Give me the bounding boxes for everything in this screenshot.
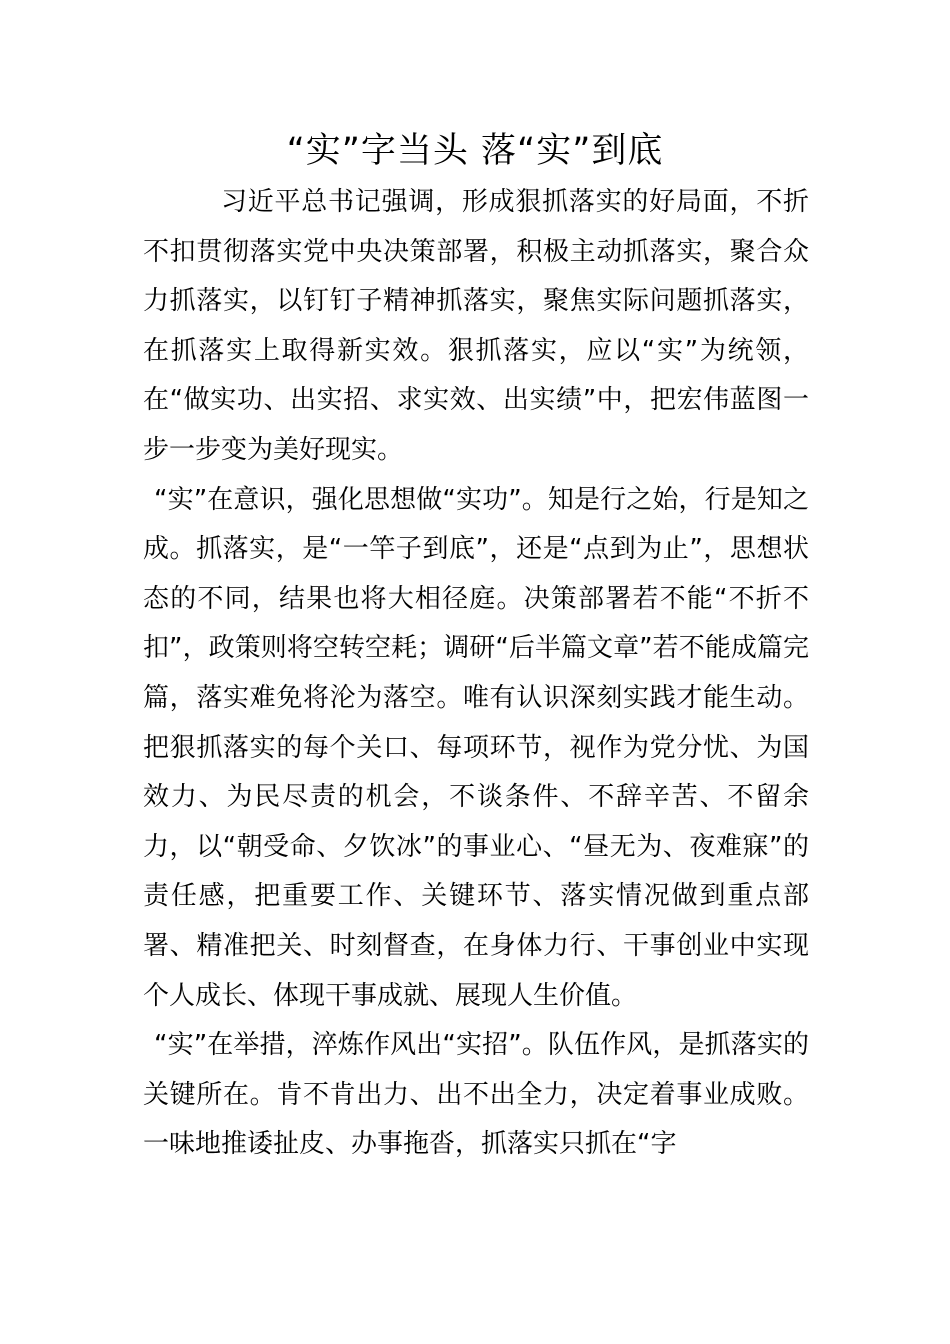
paragraph-awareness: “实”在意识，强化思想做“实功”。知是行之始，行是知之成。抓落实，是“一竿子到底”，还是“点到为止”，思想状态的不同，结果也将大相径庭。决策部署若不能“不折不扣”，政策则将空转空耗；调研“后半篇文章”若不能成篇完篇，落实难免将沦为落空。唯有认识深刻实践才能生动。把狠抓落实的每个关口、每项环节，视作为党分忧、为国效力、为民尽责的机会，不谈条件、不辞辛苦、不留余力，以“朝受命、夕饮冰”的事业心、“昼无为、夜难寐”的责任感，把重要工作、关键环节、落实情况做到重点部署、精准把关、时刻督查，在身体力行、干事创业中实现个人成长、体现干事成就、展现人生价值。 <box>143 484 809 1011</box>
document-body <box>143 178 809 1170</box>
paragraph-intro: 习近平总书记强调，形成狠抓落实的好局面，不折不扣贯彻落实党中央决策部署，积极主动抓落实，聚合众力抓落实，以钉钉子精神抓落实，聚焦实际问题抓落实，在抓落实上取得新实效。狠抓落实，应以“实”为统领，在“做实功、出实招、求实效、出实绩”中，把宏伟蓝图一步一步变为美好现实。 <box>143 187 809 465</box>
paragraph-measures: “实”在举措，淬炼作风出“实招”。队伍作风，是抓落实的关键所在。肯不肯出力、出不出全力，决定着事业成败。一味地推诿扯皮、办事拖沓，抓落实只抓在“字 <box>143 1030 809 1160</box>
document-title: “实”字当头 落“实”到底 <box>286 131 664 171</box>
